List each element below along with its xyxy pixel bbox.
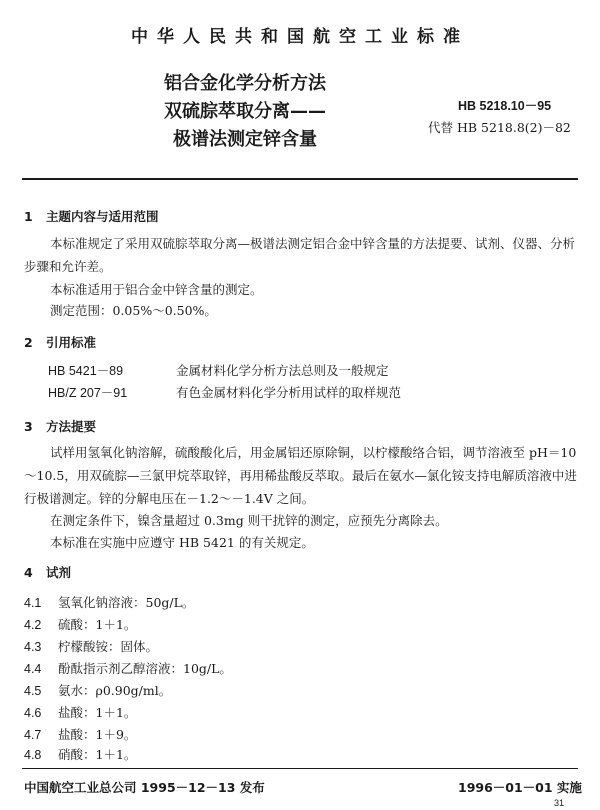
- reagent-text: 盐酸：1＋1。: [58, 705, 137, 720]
- reagent-number: 4.4: [24, 662, 42, 676]
- reagent-number: 4.5: [24, 684, 42, 698]
- reagent-item: [24, 637, 158, 655]
- issue-statement: 中国航空工业总公司 1995－12－13 发布: [24, 780, 265, 795]
- section-title: 试剂: [46, 565, 72, 580]
- reagent-number: 4.8: [24, 748, 42, 762]
- section-4-heading: [24, 563, 71, 581]
- reagent-number: 4.7: [24, 728, 42, 742]
- reagent-item: [24, 659, 232, 677]
- title-line-3: 极谱法测定锌含量: [173, 129, 317, 150]
- standard-code: HB 5218.10－95: [458, 99, 552, 113]
- section-number: 1: [24, 209, 33, 224]
- footer-divider: [22, 768, 578, 769]
- reagent-item: [24, 745, 136, 763]
- replaces-code: 代替 HB 5218.8(2)－82: [428, 120, 571, 135]
- reference-code: HB/Z 207－91: [48, 386, 128, 400]
- reagent-item: [24, 681, 171, 699]
- section-number: 4: [24, 565, 33, 580]
- section-number: 2: [24, 335, 33, 350]
- reagent-text: 硝酸：1＋1。: [58, 747, 137, 762]
- header-divider: [22, 178, 578, 180]
- section-1-para-1: 本标准规定了采用双硫腙萃取分离—极谱法测定铝合金中锌含量的方法提要、试剂、仪器、分析步骤和允许差。: [24, 236, 576, 274]
- section-title: 方法提要: [46, 419, 97, 434]
- title-line-1: 铝合金化学分析方法: [164, 73, 326, 94]
- reagent-item: [24, 703, 136, 721]
- reagent-text: 盐酸：1＋9。: [58, 727, 137, 742]
- reagent-item: [24, 593, 194, 611]
- reagent-number: 4.2: [24, 618, 42, 632]
- section-3-heading: [24, 417, 96, 435]
- reagent-number: 4.3: [24, 640, 42, 654]
- reagent-text: 柠檬酸铵：固体。: [58, 639, 159, 654]
- reference-code: HB 5421－89: [48, 364, 124, 378]
- reagent-number: 4.6: [24, 706, 42, 720]
- reference-name: 有色金属材料化学分析用试样的取样规范: [176, 385, 402, 400]
- standard-header: 中华人民共和国航空工业标准: [131, 27, 469, 47]
- document-title: [100, 70, 390, 154]
- reagent-text: 氨水：ρ0.90g/ml。: [58, 683, 172, 698]
- reference-row: [48, 383, 401, 401]
- effective-date: 1996－01－01 实施: [458, 780, 582, 795]
- reagent-item: [24, 725, 136, 743]
- section-1-heading: [24, 207, 159, 225]
- section-1-para-2: 本标准适用于铝合金中锌含量的测定。: [50, 282, 263, 297]
- section-number: 3: [24, 419, 33, 434]
- page-number: 31: [554, 798, 565, 808]
- title-line-2: 双硫腙萃取分离——: [164, 101, 326, 122]
- section-3-para-1: 试样用氢氧化钠溶解，硫酸酸化后，用金属铝还原除铜，以柠檬酸络合铝，调节溶液至 pH＝10～10.5，用双硫腙—三氯甲烷萃取锌，再用稀盐酸反萃取。最后在氨水—氯化铵支持电解质溶液中进行极谱测定。锌的分解电压在－1.2～－1.4V 之间。: [24, 445, 577, 506]
- reference-name: 金属材料化学分析方法总则及一般规定: [176, 363, 389, 378]
- section-title: 主题内容与适用范围: [46, 209, 159, 224]
- standard-code-block: [428, 96, 588, 138]
- reagent-number: 4.1: [24, 596, 42, 610]
- reagent-text: 硫酸：1＋1。: [58, 617, 137, 632]
- section-3-para-3: 本标准在实施中应遵守 HB 5421 的有关规定。: [50, 535, 314, 550]
- reagent-text: 氢氧化钠溶液：50g/L。: [58, 595, 195, 610]
- reference-row: [48, 361, 389, 379]
- reagent-text: 酚酞指示剂乙醇溶液：10g/L。: [58, 661, 232, 676]
- section-title: 引用标准: [46, 335, 97, 350]
- section-3-para-2: 在测定条件下，镍含量超过 0.3mg 则干扰锌的测定，应预先分离除去。: [50, 513, 448, 528]
- section-2-heading: [24, 333, 96, 351]
- section-1-para-3: 测定范围：0.05%～0.50%。: [50, 303, 217, 318]
- reagent-item: [24, 615, 136, 633]
